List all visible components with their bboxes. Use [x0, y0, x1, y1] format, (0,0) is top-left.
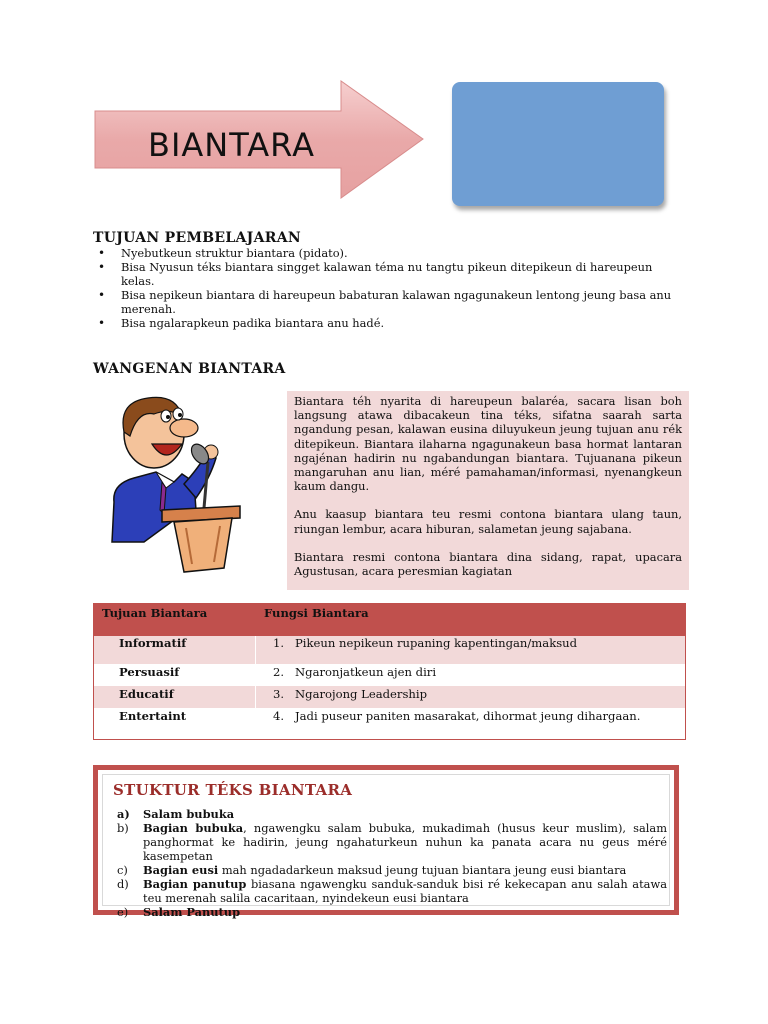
list-item	[117, 821, 667, 863]
item-marker: e)	[117, 905, 129, 919]
objectives-list	[96, 246, 678, 330]
item-term: Bagian bubuka	[143, 821, 244, 835]
number-cell: 2.	[273, 665, 285, 679]
definition-paragraph: Biantara resmi contona biantara dina sidang, rapat, upacara Agustusan, acara peresmian kagiatan	[294, 549, 682, 579]
item-term: Salam Panutup	[143, 905, 241, 919]
definition-box	[287, 391, 689, 590]
objectives-heading: TUJUAN PEMBELAJARAN	[93, 230, 301, 246]
function-cell: Jadi puseur paniten masarakat, dihormat jeung dihargaan.	[295, 709, 641, 723]
structure-list	[117, 807, 667, 919]
column-header-function: Fungsi Biantara	[264, 606, 369, 620]
list-item: • Bisa Nyusun téks biantara singget kalawan téma nu tangtu pikeun ditepikeun di hareupeun kelas.	[96, 260, 678, 288]
function-cell: Ngaronjatkeun ajen diri	[295, 665, 437, 679]
column-header-purpose: Tujuan Biantara	[102, 606, 208, 620]
item-marker: a)	[117, 807, 130, 821]
page-title: BIANTARA	[148, 126, 315, 164]
item-marker: b)	[117, 821, 129, 835]
list-item: • Bisa nepikeun biantara di hareupeun babaturan kalawan ngagunakeun lentong jeung basa anu merenah.	[96, 288, 678, 316]
item-term: Bagian eusi	[143, 863, 219, 877]
definition-paragraph: Biantara téh nyarita di hareupeun balaréa, sacara lisan boh langsung atawa dibacakeun tina téks, sifatna saarah sarta ngandung pesan, kalawan eusina diluyukeun jeung tujuan anu rék ditepikeun. Biantara ilaharna ngagunakeun basa hormat lantaran ngajénan hadirin nu ngabandungan biantara. Tujuanana pikeun mangaruhan anu lian, méré pamahaman/informasi, nyenangkeun kaum dangu.	[294, 394, 682, 494]
definition-heading: WANGENAN BIANTARA	[93, 361, 286, 377]
number-cell: 3.	[273, 687, 285, 701]
item-marker: c)	[117, 863, 128, 877]
item-marker: d)	[117, 877, 129, 891]
item-term: Bagian panutup	[143, 877, 247, 891]
structure-heading: STUKTUR TÉKS BIANTARA	[113, 781, 353, 799]
item-text: mah ngadadarkeun maksud jeung tujuan biantara jeung eusi biantara	[218, 863, 627, 877]
blue-placeholder-box	[452, 82, 664, 206]
structure-inner	[102, 774, 670, 919]
list-item	[117, 877, 667, 905]
definition-paragraph: Anu kaasup biantara teu resmi contona biantara ulang taun, riungan lembur, acara hiburan, salametan jeung sajabana.	[294, 507, 682, 536]
purpose-cell: Educatif	[119, 687, 174, 701]
list-item	[117, 905, 667, 919]
structure-box	[93, 765, 679, 919]
list-item	[117, 807, 667, 821]
purpose-cell: Persuasif	[119, 665, 180, 679]
list-item: • Bisa ngalarapkeun padika biantara anu hadé.	[96, 316, 678, 330]
column-divider	[255, 636, 256, 708]
function-cell: Ngarojong Leadership	[295, 687, 427, 701]
function-cell: Pikeun nepikeun rupaning kapentingan/maksud	[295, 636, 578, 650]
list-item	[117, 863, 667, 877]
item-text: biasana ngawengku sanduk-sanduk bisi ré kekecapan anu salah atawa teu merenah salila cacaritaan, nyindekeun eusi biantara	[143, 877, 668, 905]
list-item: • Nyebutkeun struktur biantara (pidato).	[96, 246, 678, 260]
number-cell: 4.	[273, 709, 285, 723]
item-text: , ngawengku salam bubuka, mukadimah (husus keur muslim), salam panghormat ke hadirin, jeung ngahaturkeun nuhun ka panata acara nu geus méré kasempetan	[143, 821, 667, 863]
speaker-illustration	[104, 392, 249, 574]
purpose-function-table	[93, 603, 686, 740]
number-cell: 1.	[273, 636, 285, 650]
purpose-cell: Entertaint	[119, 709, 187, 723]
purpose-cell: Informatif	[119, 636, 187, 650]
item-term: Salam bubuka	[143, 807, 235, 821]
